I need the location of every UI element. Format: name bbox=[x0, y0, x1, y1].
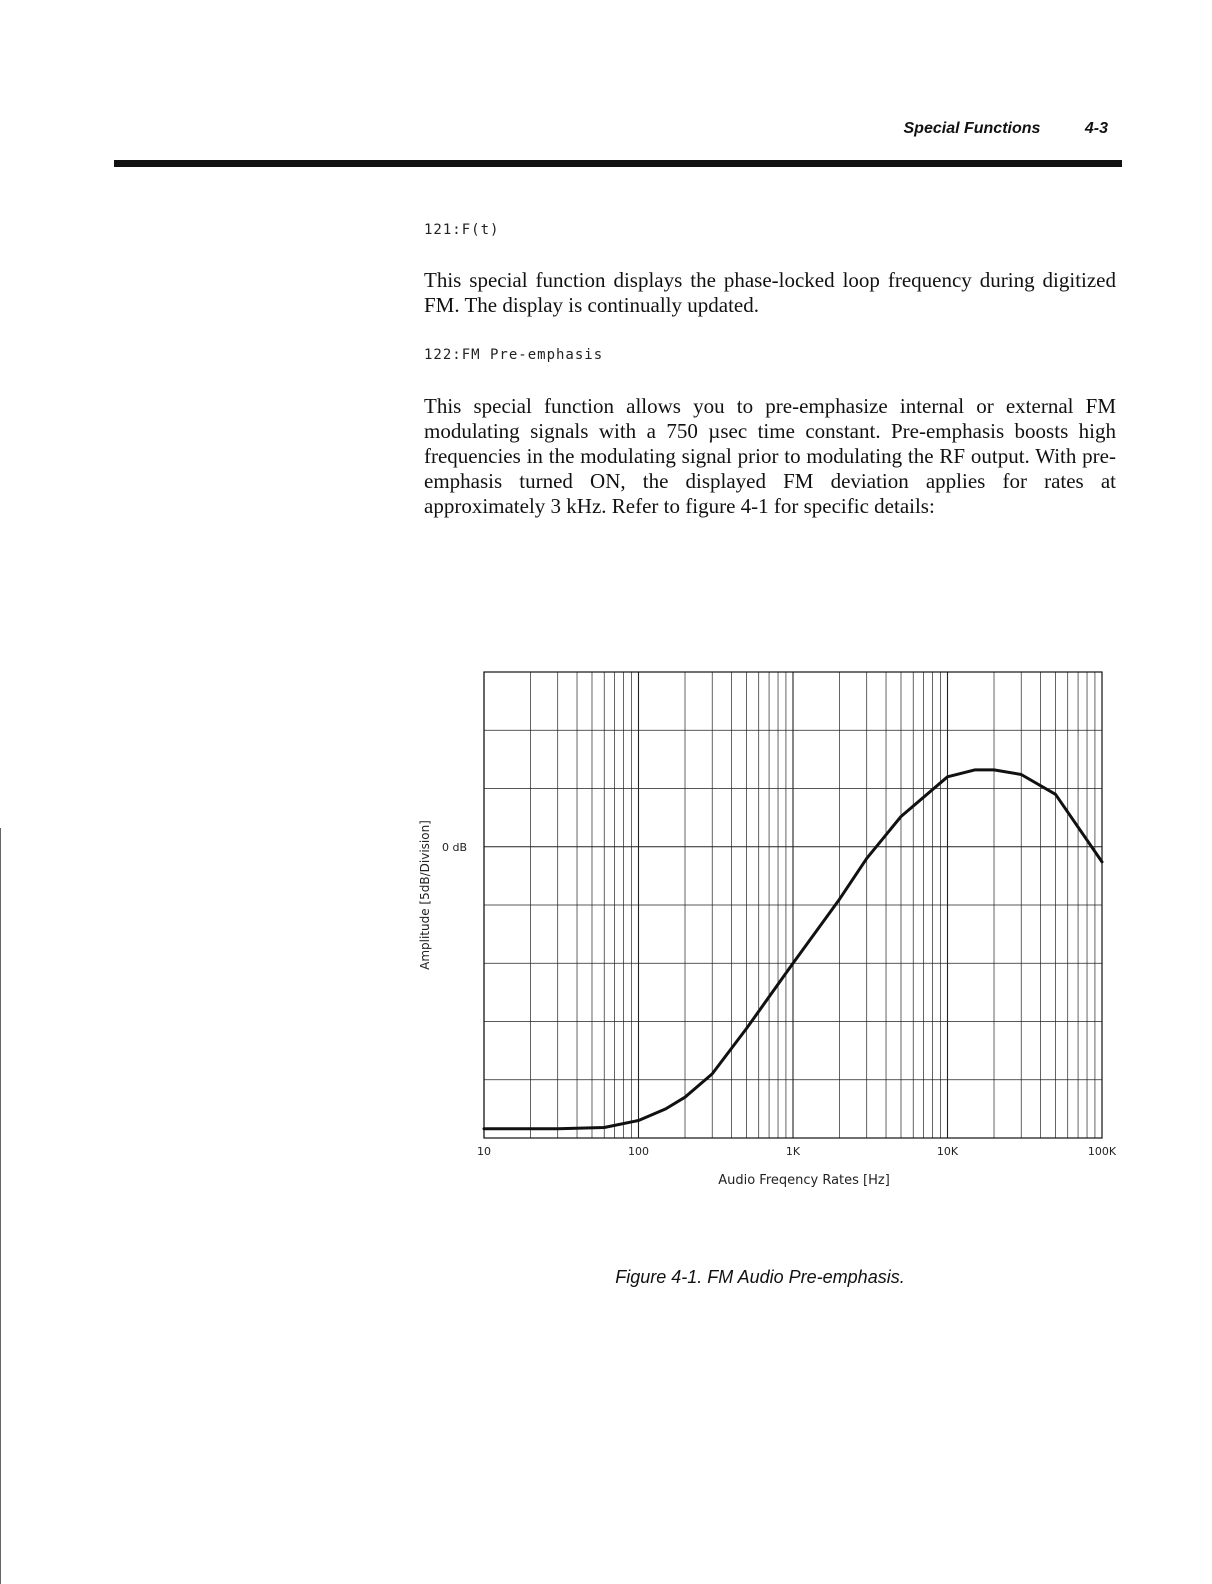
x-tick-label: 10 bbox=[477, 1145, 491, 1158]
x-tick-label: 100K bbox=[1087, 1145, 1117, 1158]
zero-db-label: 0 dB bbox=[442, 840, 468, 854]
chart-grid bbox=[484, 672, 1102, 1138]
chart-svg bbox=[400, 660, 1120, 1200]
y-axis-label: Amplitude [5dB/Division] bbox=[418, 820, 432, 970]
x-tick-labels bbox=[477, 1145, 1117, 1158]
page-edge-line bbox=[0, 828, 1, 1584]
pre-emphasis-chart bbox=[400, 660, 1120, 1200]
header-page-number: 4-3 bbox=[1084, 120, 1108, 137]
x-tick-label: 1K bbox=[785, 1145, 801, 1158]
x-tick-label: 100 bbox=[628, 1145, 649, 1158]
section-121-code: 121:F(t) bbox=[424, 222, 500, 238]
figure-caption: Figure 4-1. FM Audio Pre-emphasis. bbox=[615, 1267, 905, 1287]
section-122-code: 122:FM Pre-emphasis bbox=[424, 347, 604, 363]
header-section-title: Special Functions bbox=[903, 120, 1041, 137]
x-tick-label: 10K bbox=[936, 1145, 959, 1158]
running-header bbox=[904, 120, 1109, 138]
section-122-text: This special function allows you to pre-emphasize internal or external FM modulating signals with a 750 µsec time constant. Pre-emphasis boosts high frequencies in the modulating signal prior to modulating the RF output. With pre-emphasis turned ON, the displayed FM deviation applies for rates at approximately 3 kHz. Refer to figure 4-1 for specific details: bbox=[424, 394, 1116, 518]
section-121-text: This special function displays the phase-locked loop frequency during digitized FM. The display is continually updated. bbox=[424, 268, 1116, 317]
x-axis-label: Audio Freqency Rates [Hz] bbox=[718, 1173, 890, 1188]
header-rule bbox=[114, 160, 1122, 167]
